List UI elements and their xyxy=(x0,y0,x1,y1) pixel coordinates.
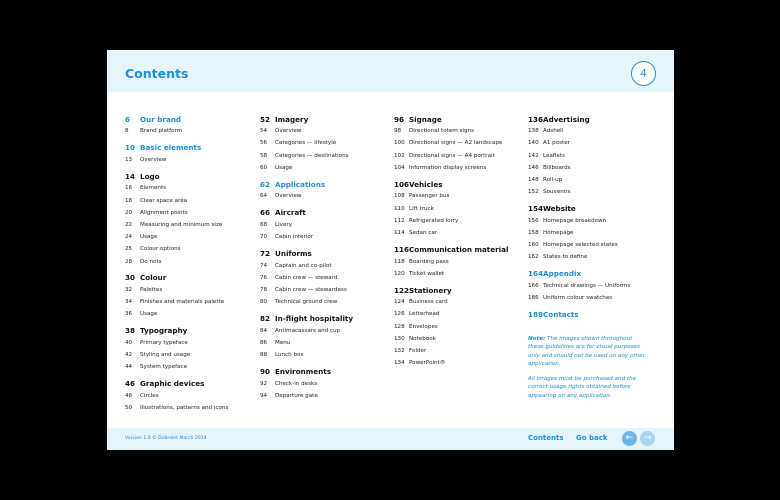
toc-item[interactable] xyxy=(528,280,653,292)
item-title: Colour options xyxy=(140,246,181,253)
item-title: Elements xyxy=(140,185,167,192)
section-title: Uniforms xyxy=(275,249,312,259)
toc-section[interactable] xyxy=(260,207,385,219)
item-title: Cabin interior xyxy=(275,234,314,241)
item-page-number: 48 xyxy=(125,392,133,399)
toc-item[interactable] xyxy=(394,357,519,369)
item-title: Palettes xyxy=(140,287,163,294)
toc-item[interactable] xyxy=(125,255,250,267)
item-title: Technical drawings — Uniforms xyxy=(543,282,631,289)
item-title: A1 poster xyxy=(543,140,570,147)
section-page-number: 72 xyxy=(260,249,271,259)
toc-item[interactable] xyxy=(260,150,385,162)
item-page-number: 60 xyxy=(260,164,268,171)
item-page-number: 162 xyxy=(528,254,539,261)
toc-item[interactable] xyxy=(260,162,385,174)
section-page-number: 96 xyxy=(394,114,405,124)
toc-item[interactable] xyxy=(394,190,519,202)
item-title: Homepage xyxy=(543,229,574,236)
toc-section[interactable] xyxy=(260,313,385,325)
section-title: Communication material xyxy=(409,244,509,254)
toc-item[interactable] xyxy=(528,227,653,239)
section-page-number: 6 xyxy=(125,114,131,124)
toc-section[interactable] xyxy=(260,366,385,378)
toc-item[interactable] xyxy=(125,402,250,414)
section-title: Stationery xyxy=(409,285,452,295)
section-page-number: 136 xyxy=(528,114,544,124)
toc-item[interactable] xyxy=(394,308,519,320)
page-footer xyxy=(107,428,674,450)
section-title: In-flight hospitality xyxy=(275,314,354,324)
item-title: Boarding pass xyxy=(409,258,449,265)
toc-item[interactable] xyxy=(260,390,385,402)
page-header xyxy=(107,50,674,92)
item-title: Clear space area xyxy=(140,197,188,204)
item-page-number: 68 xyxy=(260,221,268,228)
item-page-number: 158 xyxy=(528,229,539,236)
toc-item[interactable] xyxy=(394,321,519,333)
toc-item[interactable] xyxy=(260,378,385,390)
section-title: Aircraft xyxy=(275,208,306,218)
item-title: Overview xyxy=(275,128,302,135)
item-page-number: 118 xyxy=(394,258,405,265)
item-title: Homepage breakdown xyxy=(543,217,607,224)
toc-item[interactable] xyxy=(394,162,519,174)
item-title: Captain and co-pilot xyxy=(275,262,332,269)
section-title: Colour xyxy=(140,273,167,283)
toc-item[interactable] xyxy=(260,325,385,337)
item-title: Ticket wallet xyxy=(409,270,445,277)
prev-page-button[interactable] xyxy=(622,431,637,446)
section-title: Our brand xyxy=(140,114,182,124)
item-title: Illustrations, patterns and icons xyxy=(140,405,229,412)
item-title: Sedan car xyxy=(409,229,438,236)
item-page-number: 102 xyxy=(394,152,405,159)
toc-item[interactable] xyxy=(528,292,653,304)
contents-link[interactable]: Contents xyxy=(528,434,564,442)
toc-item[interactable] xyxy=(125,390,250,402)
toc-item[interactable] xyxy=(528,150,653,162)
item-title: Categories — destinations xyxy=(275,152,349,159)
item-page-number: 74 xyxy=(260,262,268,269)
toc-section[interactable] xyxy=(394,284,519,296)
item-page-number: 108 xyxy=(394,193,405,200)
toc-item[interactable] xyxy=(394,255,519,267)
toc-item[interactable] xyxy=(125,296,250,308)
item-title: Usage xyxy=(275,164,293,171)
toc-item[interactable] xyxy=(394,125,519,137)
toc-item[interactable] xyxy=(260,349,385,361)
item-title: System typeface xyxy=(140,364,188,371)
item-page-number: 25 xyxy=(125,246,133,253)
toc-item[interactable] xyxy=(125,243,250,255)
item-title: Cabin crew — stewardess xyxy=(275,287,347,294)
item-page-number: 100 xyxy=(394,140,405,147)
section-title: Contacts xyxy=(543,309,579,319)
item-page-number: 140 xyxy=(528,140,539,147)
item-title: Overview xyxy=(275,193,302,200)
item-page-number: 146 xyxy=(528,164,539,171)
item-title: Lift truck xyxy=(409,205,434,212)
section-page-number: 106 xyxy=(394,179,410,189)
section-title: Website xyxy=(543,204,576,214)
item-title: Usage xyxy=(140,311,158,318)
toc-item[interactable] xyxy=(260,337,385,349)
purchase-note: All images must be purchased and the correct usage rights obtained before appearing on any application. xyxy=(528,376,637,399)
item-page-number: 86 xyxy=(260,340,268,347)
toc-section[interactable] xyxy=(260,113,385,125)
item-title: Uniform colour swatches xyxy=(543,295,613,302)
item-page-number: 160 xyxy=(528,242,539,249)
toc-item[interactable] xyxy=(125,207,250,219)
section-page-number: 46 xyxy=(125,379,136,389)
item-page-number: 54 xyxy=(260,128,268,135)
item-page-number: 112 xyxy=(394,217,405,224)
toc-item[interactable] xyxy=(528,174,653,186)
item-page-number: 92 xyxy=(260,380,268,387)
section-title: Graphic devices xyxy=(140,379,205,389)
item-page-number: 20 xyxy=(125,209,133,216)
go-back-link[interactable]: Go back xyxy=(576,434,608,442)
item-title: Envelopes xyxy=(409,323,438,330)
arrow-left-icon: ← xyxy=(625,433,634,443)
toc-section[interactable] xyxy=(260,178,385,190)
item-title: Notebook xyxy=(409,335,436,342)
item-page-number: 98 xyxy=(394,128,402,135)
item-page-number: 16 xyxy=(125,185,133,192)
item-title: Usage xyxy=(140,234,158,241)
item-page-number: 42 xyxy=(125,352,133,359)
version-info: Version 1.0 © Dobrolet March 2014 xyxy=(125,436,207,441)
toc-item[interactable] xyxy=(125,284,250,296)
section-page-number: 30 xyxy=(125,273,136,283)
item-page-number: 28 xyxy=(125,258,133,265)
section-page-number: 164 xyxy=(528,269,544,279)
item-page-number: 24 xyxy=(125,234,133,241)
item-title: Alignment points xyxy=(140,209,188,216)
toc-item[interactable] xyxy=(528,125,653,137)
toc-section[interactable] xyxy=(125,378,250,390)
toc-item[interactable] xyxy=(125,361,250,373)
item-page-number: 88 xyxy=(260,352,268,359)
item-title: Brand platform xyxy=(140,128,183,135)
toc-section[interactable] xyxy=(394,113,519,125)
section-page-number: 14 xyxy=(125,171,136,181)
item-title: Cabin crew — steward xyxy=(275,274,338,281)
item-title: Livery xyxy=(275,221,293,228)
item-title: Directional signs — A2 landscape xyxy=(409,140,503,147)
item-page-number: 110 xyxy=(394,205,405,212)
toc-item[interactable] xyxy=(125,195,250,207)
item-title: Finishes and materials palette xyxy=(140,299,225,306)
item-page-number: 44 xyxy=(125,364,133,371)
item-page-number: 134 xyxy=(394,360,405,367)
item-page-number: 70 xyxy=(260,234,268,241)
section-title: Logo xyxy=(140,171,160,181)
item-page-number: 114 xyxy=(394,229,405,236)
usage-note xyxy=(528,335,646,368)
item-page-number: 13 xyxy=(125,156,133,163)
toc-column-1 xyxy=(125,113,250,414)
toc-item[interactable] xyxy=(394,268,519,280)
toc-item[interactable] xyxy=(394,215,519,227)
item-page-number: 36 xyxy=(125,311,133,318)
item-title: Adshell xyxy=(543,128,564,135)
item-page-number: 94 xyxy=(260,392,268,399)
item-page-number: 126 xyxy=(394,311,405,318)
toc-item[interactable] xyxy=(394,345,519,357)
item-page-number: 32 xyxy=(125,287,133,294)
item-page-number: 142 xyxy=(528,152,539,159)
item-title: Categories — lifestyle xyxy=(275,140,337,147)
item-title: Overview xyxy=(140,156,167,163)
item-page-number: 80 xyxy=(260,299,268,306)
item-page-number: 132 xyxy=(394,348,405,355)
item-title: Menu xyxy=(275,340,291,347)
item-page-number: 130 xyxy=(394,335,405,342)
toc-item[interactable] xyxy=(125,219,250,231)
item-title: Directional signs — A4 portrait xyxy=(409,152,495,159)
toc-item[interactable] xyxy=(394,150,519,162)
item-title: Homepage selected states xyxy=(543,242,618,249)
item-title: Souvenirs xyxy=(543,189,571,196)
toc-item[interactable] xyxy=(260,219,385,231)
item-page-number: 128 xyxy=(394,323,405,330)
item-title: Business card xyxy=(409,299,448,306)
section-title: Advertising xyxy=(543,114,590,124)
toc-item[interactable] xyxy=(394,333,519,345)
item-page-number: 152 xyxy=(528,189,539,196)
item-page-number: 40 xyxy=(125,340,133,347)
item-page-number: 84 xyxy=(260,327,268,334)
item-page-number: 156 xyxy=(528,217,539,224)
section-title: Signage xyxy=(409,114,442,124)
section-page-number: 90 xyxy=(260,367,271,377)
section-title: Appendix xyxy=(543,269,582,279)
item-page-number: 186 xyxy=(528,295,539,302)
item-title: Refrigerated lorry xyxy=(409,217,459,224)
page-title: Contents xyxy=(125,66,189,81)
item-title: Information display screens xyxy=(409,164,487,171)
toc-section[interactable] xyxy=(528,268,653,280)
toc-item[interactable] xyxy=(528,186,653,198)
toc-section[interactable] xyxy=(528,113,653,125)
item-page-number: 78 xyxy=(260,287,268,294)
toc-item[interactable] xyxy=(260,296,385,308)
toc-section[interactable] xyxy=(125,142,250,154)
section-page-number: 52 xyxy=(260,114,271,124)
toc-item[interactable] xyxy=(125,154,250,166)
item-title: States to define xyxy=(543,254,588,261)
section-title: Typography xyxy=(140,326,188,336)
item-title: Measuring and minimum size xyxy=(140,221,223,228)
note-text: The images shown throughout these guidelines are for visual purposes only and should not be used on any other application. xyxy=(528,336,645,367)
item-title: Roll-up xyxy=(543,177,563,184)
item-title: Technical ground crew xyxy=(275,299,338,306)
toc-section[interactable] xyxy=(125,113,250,125)
toc-item[interactable] xyxy=(394,137,519,149)
section-page-number: 38 xyxy=(125,326,136,336)
next-page-button[interactable] xyxy=(640,431,655,446)
section-title: Applications xyxy=(275,179,326,189)
toc-item[interactable] xyxy=(394,227,519,239)
toc-item[interactable] xyxy=(125,308,250,320)
item-title: PowerPoint® xyxy=(409,360,446,367)
item-page-number: 166 xyxy=(528,282,539,289)
section-page-number: 10 xyxy=(125,143,136,153)
note-label: Note: xyxy=(528,336,546,342)
item-page-number: 148 xyxy=(528,177,539,184)
item-title: Departure gate xyxy=(275,392,318,399)
toc-item[interactable] xyxy=(125,337,250,349)
section-title: Basic elements xyxy=(140,143,202,153)
item-page-number: 34 xyxy=(125,299,133,306)
toc-item[interactable] xyxy=(125,125,250,137)
toc-item[interactable] xyxy=(125,349,250,361)
toc-item[interactable] xyxy=(528,251,653,263)
toc-item[interactable] xyxy=(260,231,385,243)
item-title: Primary typeface xyxy=(140,340,188,347)
section-title: Vehicles xyxy=(409,179,443,189)
arrow-right-icon: → xyxy=(643,433,652,443)
item-page-number: 104 xyxy=(394,164,405,171)
item-title: Directional totem signs xyxy=(409,128,474,135)
toc-item[interactable] xyxy=(528,137,653,149)
toc-column-3 xyxy=(394,113,519,369)
section-title: Environments xyxy=(275,367,331,377)
document-page xyxy=(107,50,674,450)
toc-section[interactable] xyxy=(394,243,519,255)
item-title: Billboards xyxy=(543,164,571,171)
item-title: Check-in desks xyxy=(275,380,318,387)
toc-item[interactable] xyxy=(260,190,385,202)
item-page-number: 22 xyxy=(125,221,133,228)
toc-section[interactable] xyxy=(394,178,519,190)
toc-item[interactable] xyxy=(528,162,653,174)
toc-item[interactable] xyxy=(394,203,519,215)
toc-section[interactable] xyxy=(528,203,653,215)
toc-item[interactable] xyxy=(528,215,653,227)
item-title: Leaflets xyxy=(543,152,565,159)
toc-item[interactable] xyxy=(260,137,385,149)
section-page-number: 62 xyxy=(260,179,271,189)
toc-section[interactable] xyxy=(528,308,653,320)
toc-item[interactable] xyxy=(125,231,250,243)
section-page-number: 154 xyxy=(528,204,544,214)
toc-column-4 xyxy=(528,113,653,321)
toc-item[interactable] xyxy=(260,125,385,137)
section-page-number: 66 xyxy=(260,208,271,218)
toc-section[interactable] xyxy=(125,272,250,284)
item-title: Styling and usage xyxy=(140,352,191,359)
section-page-number: 122 xyxy=(394,285,410,295)
item-page-number: 76 xyxy=(260,274,268,281)
section-page-number: 116 xyxy=(394,244,410,254)
toc-item[interactable] xyxy=(260,260,385,272)
item-title: Antimacassars and cup xyxy=(275,327,341,334)
toc-section[interactable] xyxy=(260,247,385,259)
item-page-number: 50 xyxy=(125,405,133,412)
page-number-badge: 4 xyxy=(631,61,656,86)
item-page-number: 18 xyxy=(125,197,133,204)
item-page-number: 64 xyxy=(260,193,268,200)
toc-item[interactable] xyxy=(528,239,653,251)
item-title: Lunch box xyxy=(275,352,304,359)
item-page-number: 138 xyxy=(528,128,539,135)
item-page-number: 124 xyxy=(394,299,405,306)
toc-column-2 xyxy=(260,113,385,402)
section-page-number: 82 xyxy=(260,314,271,324)
item-page-number: 120 xyxy=(394,270,405,277)
item-page-number: 56 xyxy=(260,140,268,147)
toc-section[interactable] xyxy=(125,325,250,337)
toc-item[interactable] xyxy=(125,182,250,194)
section-title: Imagery xyxy=(275,114,309,124)
item-title: Letterhead xyxy=(409,311,440,318)
item-title: Passenger bus xyxy=(409,193,450,200)
item-title: Do nots xyxy=(140,258,162,265)
item-page-number: 8 xyxy=(125,128,129,135)
toc-section[interactable] xyxy=(125,170,250,182)
section-page-number: 188 xyxy=(528,309,544,319)
toc-item[interactable] xyxy=(260,284,385,296)
item-title: Circles xyxy=(140,392,159,399)
toc-item[interactable] xyxy=(260,272,385,284)
item-page-number: 58 xyxy=(260,152,268,159)
item-title: Folder xyxy=(409,348,427,355)
toc-item[interactable] xyxy=(394,296,519,308)
